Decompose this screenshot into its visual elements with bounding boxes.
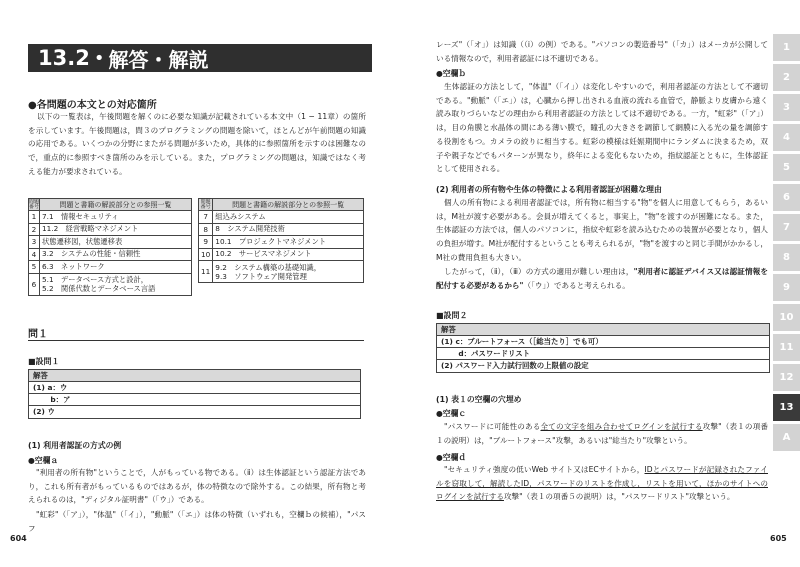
- table-header-no: 問題番号: [29, 198, 40, 210]
- kuuran-b-text: 生体認証の方法として，"体温"（「イ」）は変化しやすいので，利用者認証の方法として不適切である。"動脈"（「エ」）は，心臓から押し出される血液の流れる血管で，静脈より皮膚から遠く読み取りづらいなどの理由から利用者認証の方法としては不適切である。一方，"虹彩"（「ア」）は，目の角膜と水晶体の間にある薄い膜で，瞳孔の大きさを調節して網膜に入る光の量を調節する役割をもつ。カメラの絞りに相当する。虹彩の模様は妊娠期間中にランダムに決まるため，双子や親子などでもパターンが異なり，終年による変化もないため，指紋認証とともに，生体認証として使用される。: [436, 82, 768, 174]
- answer-header: 解答: [437, 324, 769, 336]
- table-row: 11 9.2 システム構築の基礎知識， 9.3 ソフトウェア開発管理: [199, 261, 364, 283]
- intro-paragraph: 以下の一覧表は，午後問題を解くのに必要な知識が記載されている本文中（1 − 11章）の箇所を示しています。午後問題は，問３のプログラミングの問題を除いて，ほとんどが午前問題の知識の応用である。いくつかの分野にまたがる問題が多いため，具体的に参照箇所を示すのは困難なので，重点的に参照すべき箇所のみを示している。また，プログラミングの問題は，知識ではなく考える能力が要求されている。: [28, 112, 366, 176]
- table-row: 6 5.1 データベース方式と設計， 5.2 関係代数とデータベース言語: [29, 273, 192, 295]
- answer-row: d：パスワードリスト: [437, 348, 769, 360]
- table-row: 10 10.2 サービスマネジメント: [199, 248, 364, 261]
- kuuran-b-heading: ●空欄ｂ: [436, 69, 467, 78]
- chapter-tab[interactable]: 10: [773, 304, 800, 331]
- chapter-header: [28, 44, 372, 72]
- kuuran-c-heading: ●空欄ｃ: [436, 409, 467, 418]
- reference-table-right: [198, 198, 364, 283]
- page-number-right: 605: [770, 534, 787, 543]
- chapter-tab[interactable]: 11: [773, 334, 800, 361]
- subheading-1: (1) 利用者認証の方式の例: [28, 441, 122, 450]
- chapter-tab[interactable]: 9: [773, 274, 800, 301]
- answer-row: (1) a：ウ: [29, 382, 360, 394]
- answer-box-1: [28, 369, 361, 419]
- chapter-tab[interactable]: 4: [773, 124, 800, 151]
- table-header-label: 問題と書籍の解説部分との参照一覧: [213, 199, 364, 211]
- mondai-heading: 問１: [28, 329, 48, 340]
- chapter-number: 13.2: [38, 46, 90, 70]
- chapter-tab[interactable]: 7: [773, 214, 800, 241]
- chapter-tab[interactable]: 1: [773, 34, 800, 61]
- kuuran-d-heading: ●空欄ｄ: [436, 453, 467, 462]
- text-2: 個人の所有物による利用者認証では，所有物に相当する"物"を個人に用意してもらう，あるいは，M社が渡す必要がある。会員が増えてくると，事実上，"物"を渡すのが困難になる。また，生体認証の方法では，個人のパソコンに，指紋や虹彩を読み込むための装置が必要となり，個人の負担が増す。M社が配付するということも考えられるが，"物"を渡すのと同じ手間がかかるし，M社の費用負担も大きい。: [436, 198, 768, 262]
- chapter-tab[interactable]: A: [773, 424, 800, 451]
- chapter-tab-active[interactable]: 13: [773, 394, 800, 421]
- chapter-tab[interactable]: 6: [773, 184, 800, 211]
- divider: [28, 340, 364, 341]
- chapter-dot: •: [93, 47, 105, 69]
- table-header-no: 問題番号: [199, 199, 213, 211]
- right-top-text: レーズ"（「オ」）は知識（（ⅰ）の例）である。"パソコンの製造番号"（「カ」）はメーカが公開している情報なので，利用者認証には不適切である。: [436, 40, 768, 63]
- chapter-tab[interactable]: 12: [773, 364, 800, 391]
- chapter-tab[interactable]: 3: [773, 94, 800, 121]
- table-row: 5 6.3 ネットワーク: [29, 261, 192, 274]
- kuuran-a-text-last: "虹彩"（「ア」），"体温"（「イ」），"動脈"（「エ」）は体の特徴（いずれも，空欄ｂの候補），"パスフ: [28, 510, 366, 533]
- answer-row: (1) c：ブルートフォース（［総当たり］でも可）: [437, 336, 769, 348]
- table-row: 2 11.2 経営戦略マネジメント: [29, 223, 192, 236]
- answer-row: b：ア: [29, 394, 360, 406]
- table-row: 7 組込みシステム: [199, 211, 364, 224]
- setsumon2-heading: ■設問２: [436, 311, 468, 320]
- chapter-tab[interactable]: 2: [773, 64, 800, 91]
- answer-header: 解答: [29, 370, 360, 382]
- table-row: 3 状態遷移図，状態遷移表: [29, 236, 192, 249]
- subheading-3: (1) 表１の空欄の穴埋め: [436, 395, 522, 404]
- reference-table-left: [28, 198, 192, 296]
- table-row: 9 10.1 プロジェクトマネジメント: [199, 236, 364, 249]
- answer-box-2: [436, 323, 770, 373]
- chapter-tab[interactable]: 5: [773, 154, 800, 181]
- kuuran-d-text: "セキュリティ強度の低いWeb サイト又はECサイトから，IDとパスワードが記録されたファイルを窃取して，解読したID，パスワードのリストを作成し，リストを用いて，ほかのサイトへのログインを試行する攻撃"（表１の項番５の説明）は，"パスワードリスト"攻撃という。: [436, 465, 768, 502]
- setsumon1-heading: ■設問１: [28, 357, 60, 366]
- text-2b: したがって，（ⅱ），（ⅲ）の方式の適用が難しい理由は，"利用者に認証デバイス又は認証情報を配付する必要があるから"（「ウ」）であると考えられる。: [436, 267, 768, 290]
- kuuran-a-heading: ●空欄ａ: [28, 456, 59, 465]
- table-row: 1 7.1 情報セキュリティ: [29, 211, 192, 224]
- section-heading: ●各問題の本文との対応箇所: [28, 100, 157, 111]
- table-header-label: 問題と書籍の解説部分との参照一覧: [40, 199, 192, 211]
- table-row: 8 8 システム開発技術: [199, 223, 364, 236]
- answer-row: (2) パスワード入力試行回数の上限値の設定: [441, 361, 589, 370]
- kuuran-a-text: "利用者の所有物"ということで，人がもっている物である。（ⅱ）は生体認証という認証方法であり，これも所有者がもっているものではあるが，体の特徴なので除外する。この結果，所有物と考えられるのは，"ディジタル証明書"（「ウ」）である。: [28, 468, 366, 505]
- table-row: 4 3.2 システムの性能・信頼性: [29, 248, 192, 261]
- page-number-left: 604: [10, 534, 27, 543]
- subheading-2: (2) 利用者の所有物や生体の特徴による利用者認証が困難な理由: [436, 185, 662, 194]
- chapter-tab[interactable]: 8: [773, 244, 800, 271]
- chapter-tabs: [773, 34, 800, 454]
- chapter-title: 解答・解説: [108, 47, 209, 72]
- answer-row: (2) ウ: [33, 407, 55, 416]
- kuuran-c-text: "パスワードに可能性のある全ての文字を組み合わせてログインを試行する攻撃"（表１の項番１の説明）は，"ブルートフォース"攻撃，あるいは"総当たり"攻撃という。: [436, 422, 768, 445]
